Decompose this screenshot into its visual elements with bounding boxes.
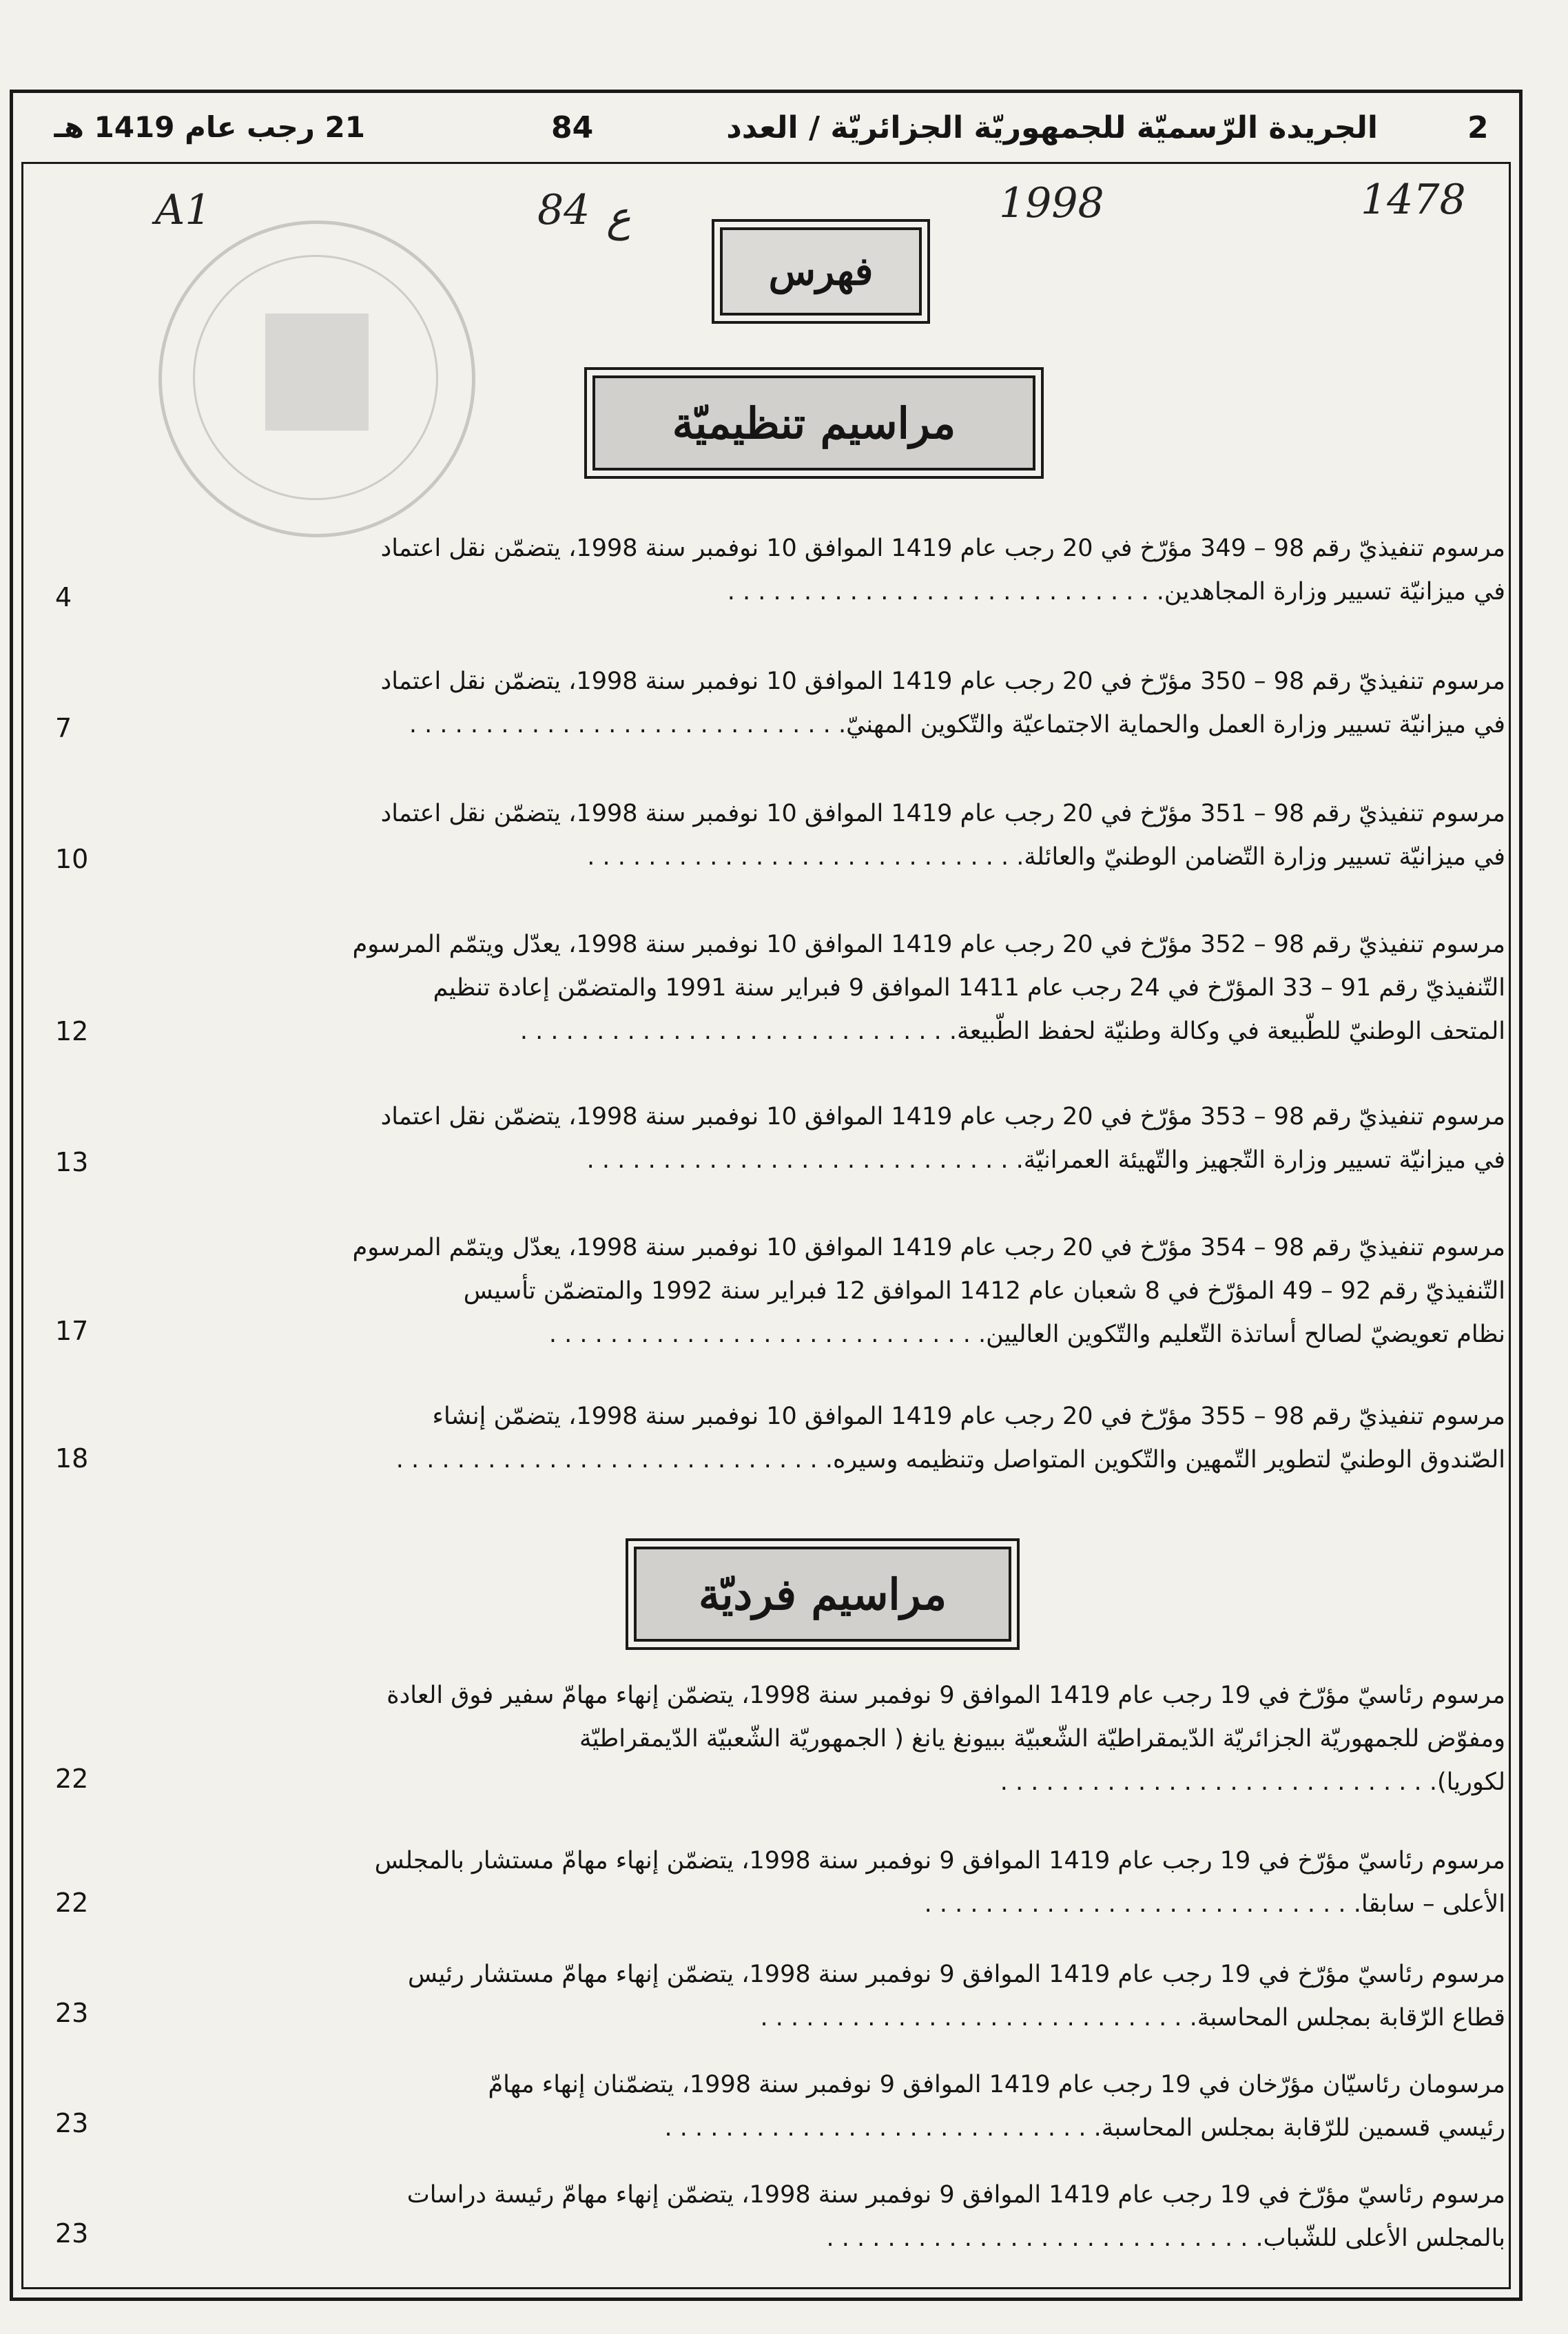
leader-dots: . . . . . . . . . . . . . . . . . . . . . . . . . . . . (826, 2224, 1248, 2252)
leader-dots: . . . . . . . . . . . . . . . . . . . . . . . . . . . . (1000, 1768, 1422, 1796)
entry-line: مرسوم تنفيذيّ رقم 98 – 352 مؤرّخ في 20 رجب عام 1419 الموافق 10 نوفمبر سنة 1998، يعدّل ويتمّم المرسوم (352, 931, 1505, 958)
handwritten-left: A1 (155, 186, 212, 234)
section-title-text: مراسيم فرديّة (698, 1569, 947, 1620)
entry-line: مرسومان رئاسيّان مؤرّخان في 19 رجب عام 1419 الموافق 9 نوفمبر سنة 1998، يتضمّنان إنهاء مهامّ (488, 2071, 1505, 2098)
page-ref: 4 (55, 582, 72, 612)
entry-line: مرسوم تنفيذيّ رقم 98 – 354 مؤرّخ في 20 رجب عام 1419 الموافق 10 نوفمبر سنة 1998، يعدّل ويتمّم المرسوم (352, 1234, 1505, 1261)
entry-line: قطاع الرّقابة بمجلس المحاسبة. (1189, 2004, 1505, 2032)
entry-line: رئيسي قسمين للرّقابة بمجلس المحاسبة. (1093, 2114, 1505, 2142)
toc-entry[interactable] (141, 1953, 1505, 2040)
entry-line: في ميزانيّة تسيير وزارة التّضامن الوطنيّ والعائلة. (1016, 843, 1505, 871)
entry-line: مرسوم تنفيذيّ رقم 98 – 355 مؤرّخ في 20 رجب عام 1419 الموافق 10 نوفمبر سنة 1998، يتضمّن إنشاء (432, 1403, 1505, 1430)
entry-line: الأعلى – سابقا. (1353, 1890, 1505, 1918)
library-stamp (158, 220, 475, 537)
toc-entry[interactable] (141, 1839, 1505, 1926)
hijri-date: 21 رجب عام 1419 هـ (54, 110, 365, 144)
page-ref: 23 (55, 2108, 89, 2138)
section-title-text: مراسيم تنظيميّة (672, 397, 956, 448)
page-ref: 17 (55, 1316, 89, 1346)
page-ref: 13 (55, 1147, 89, 1177)
entry-line: مرسوم تنفيذيّ رقم 98 – 349 مؤرّخ في 20 رجب عام 1419 الموافق 10 نوفمبر سنة 1998، يتضمّن نقل اعتماد (380, 535, 1505, 562)
entry-line: في ميزانيّة تسيير وزارة التّجهيز والتّهيئة العمرانيّة. (1015, 1146, 1505, 1174)
gazette-title: الجريدة الرّسميّة للجمهوريّة الجزائريّة / العدد (726, 110, 1378, 145)
leader-dots: . . . . . . . . . . . . . . . . . . . . . . . . . . . . (587, 843, 1009, 871)
entry-line: مرسوم رئاسيّ مؤرّخ في 19 رجب عام 1419 الموافق 9 نوفمبر سنة 1998، يتضمّن إنهاء مهامّ مستشار رئيس (407, 1961, 1505, 1988)
leader-dots: . . . . . . . . . . . . . . . . . . . . . . . . . . . . (548, 1321, 971, 1348)
toc-entry[interactable] (141, 527, 1505, 614)
leader-dots: . . . . . . . . . . . . . . . . . . . . . . . . . . . . (727, 578, 1149, 606)
entry-line: المتحف الوطنيّ للطّبيعة في وكالة وطنيّة لحفظ الطّبيعة. (949, 1018, 1505, 1045)
page-ref: 10 (55, 844, 89, 874)
issue-number: 84 (551, 110, 594, 145)
handwritten-issue: 84 (537, 186, 590, 234)
toc-entry[interactable] (141, 660, 1505, 747)
entry-line: في ميزانيّة تسيير وزارة المجاهدين. (1156, 578, 1505, 606)
toc-entry[interactable] (141, 2063, 1505, 2150)
entry-line: نظام تعويضيّ لصالح أساتذة التّعليم والتّكوين العاليين. (978, 1321, 1505, 1348)
toc-entry[interactable] (141, 1674, 1505, 1804)
entry-line: لكوريا). (1429, 1768, 1505, 1796)
index-title-text: فهرس (768, 249, 874, 294)
page-number: 2 (1467, 110, 1489, 145)
handwritten-year: 1998 (999, 179, 1104, 227)
handwritten-mark: ع (606, 193, 631, 241)
leader-dots: . . . . . . . . . . . . . . . . . . . . . . . . . . . . (519, 1018, 942, 1045)
entry-line: مرسوم رئاسيّ مؤرّخ في 19 رجب عام 1419 الموافق 9 نوفمبر سنة 1998، يتضمّن إنهاء مهامّ رئيسة دراسات (406, 2181, 1505, 2209)
section-title-individual (634, 1547, 1011, 1642)
toc-entry[interactable] (141, 1395, 1505, 1482)
toc-entry[interactable] (141, 1095, 1505, 1182)
leader-dots: . . . . . . . . . . . . . . . . . . . . . . . . . . . . (409, 711, 831, 739)
leader-dots: . . . . . . . . . . . . . . . . . . . . . . . . . . . . (924, 1890, 1346, 1918)
leader-dots: . . . . . . . . . . . . . . . . . . . . . . . . . . . . (664, 2114, 1086, 2142)
toc-entry[interactable] (141, 923, 1505, 1053)
entry-line: مرسوم رئاسيّ مؤرّخ في 19 رجب عام 1419 الموافق 9 نوفمبر سنة 1998، يتضمّن إنهاء مهامّ سفير فوق العادة (386, 1682, 1505, 1709)
entry-line: الصّندوق الوطنيّ لتطوير التّمهين والتّكوين المتواصل وتنظيمه وسيره. (825, 1446, 1505, 1474)
entry-line: مرسوم تنفيذيّ رقم 98 – 353 مؤرّخ في 20 رجب عام 1419 الموافق 10 نوفمبر سنة 1998، يتضمّن نقل اعتماد (380, 1103, 1505, 1130)
page-ref: 23 (55, 1998, 89, 2028)
page-ref: 12 (55, 1016, 89, 1046)
entry-line: بالمجلس الأعلى للشّباب. (1255, 2224, 1505, 2252)
page-ref: 18 (55, 1443, 89, 1474)
entry-line: التّنفيذيّ رقم 91 – 33 المؤرّخ في 24 رجب عام 1411 الموافق 9 فبراير سنة 1991 والمتضمّن إعادة تنظيم (433, 974, 1505, 1002)
handwritten-number: 1478 (1361, 176, 1466, 224)
page-ref: 7 (55, 713, 72, 743)
index-title (720, 227, 922, 316)
page-ref: 23 (55, 2218, 89, 2249)
entry-line: مرسوم تنفيذيّ رقم 98 – 350 مؤرّخ في 20 رجب عام 1419 الموافق 10 نوفمبر سنة 1998، يتضمّن نقل اعتماد (380, 668, 1505, 695)
toc-entry[interactable] (141, 1226, 1505, 1356)
entry-line: في ميزانيّة تسيير وزارة العمل والحماية الاجتماعيّة والتّكوين المهنيّ. (838, 711, 1505, 739)
leader-dots: . . . . . . . . . . . . . . . . . . . . . . . . . . . . (760, 2004, 1182, 2032)
section-title-regulatory (592, 375, 1035, 471)
entry-line: مرسوم تنفيذيّ رقم 98 – 351 مؤرّخ في 20 رجب عام 1419 الموافق 10 نوفمبر سنة 1998، يتضمّن نقل اعتماد (380, 800, 1505, 827)
page-ref: 22 (55, 1764, 89, 1794)
toc-entry[interactable] (141, 2173, 1505, 2260)
page-ref: 22 (55, 1888, 89, 1918)
toc-entry[interactable] (141, 792, 1505, 879)
leader-dots: . . . . . . . . . . . . . . . . . . . . . . . . . . . . (395, 1446, 818, 1474)
entry-line: التّنفيذيّ رقم 92 – 49 المؤرّخ في 8 شعبان عام 1412 الموافق 12 فبراير سنة 1992 والمتضمّن تأسيس (463, 1277, 1505, 1305)
entry-line: مرسوم رئاسيّ مؤرّخ في 19 رجب عام 1419 الموافق 9 نوفمبر سنة 1998، يتضمّن إنهاء مهامّ مستشار بالمجلس (374, 1847, 1505, 1875)
leader-dots: . . . . . . . . . . . . . . . . . . . . . . . . . . . . (586, 1146, 1009, 1174)
entry-line: ومفوّض للجمهوريّة الجزائريّة الدّيمقراطيّة الشّعبيّة ببيونغ يانغ ( الجمهوريّة الشّعبيّة الدّيمقراطيّة (579, 1725, 1505, 1753)
